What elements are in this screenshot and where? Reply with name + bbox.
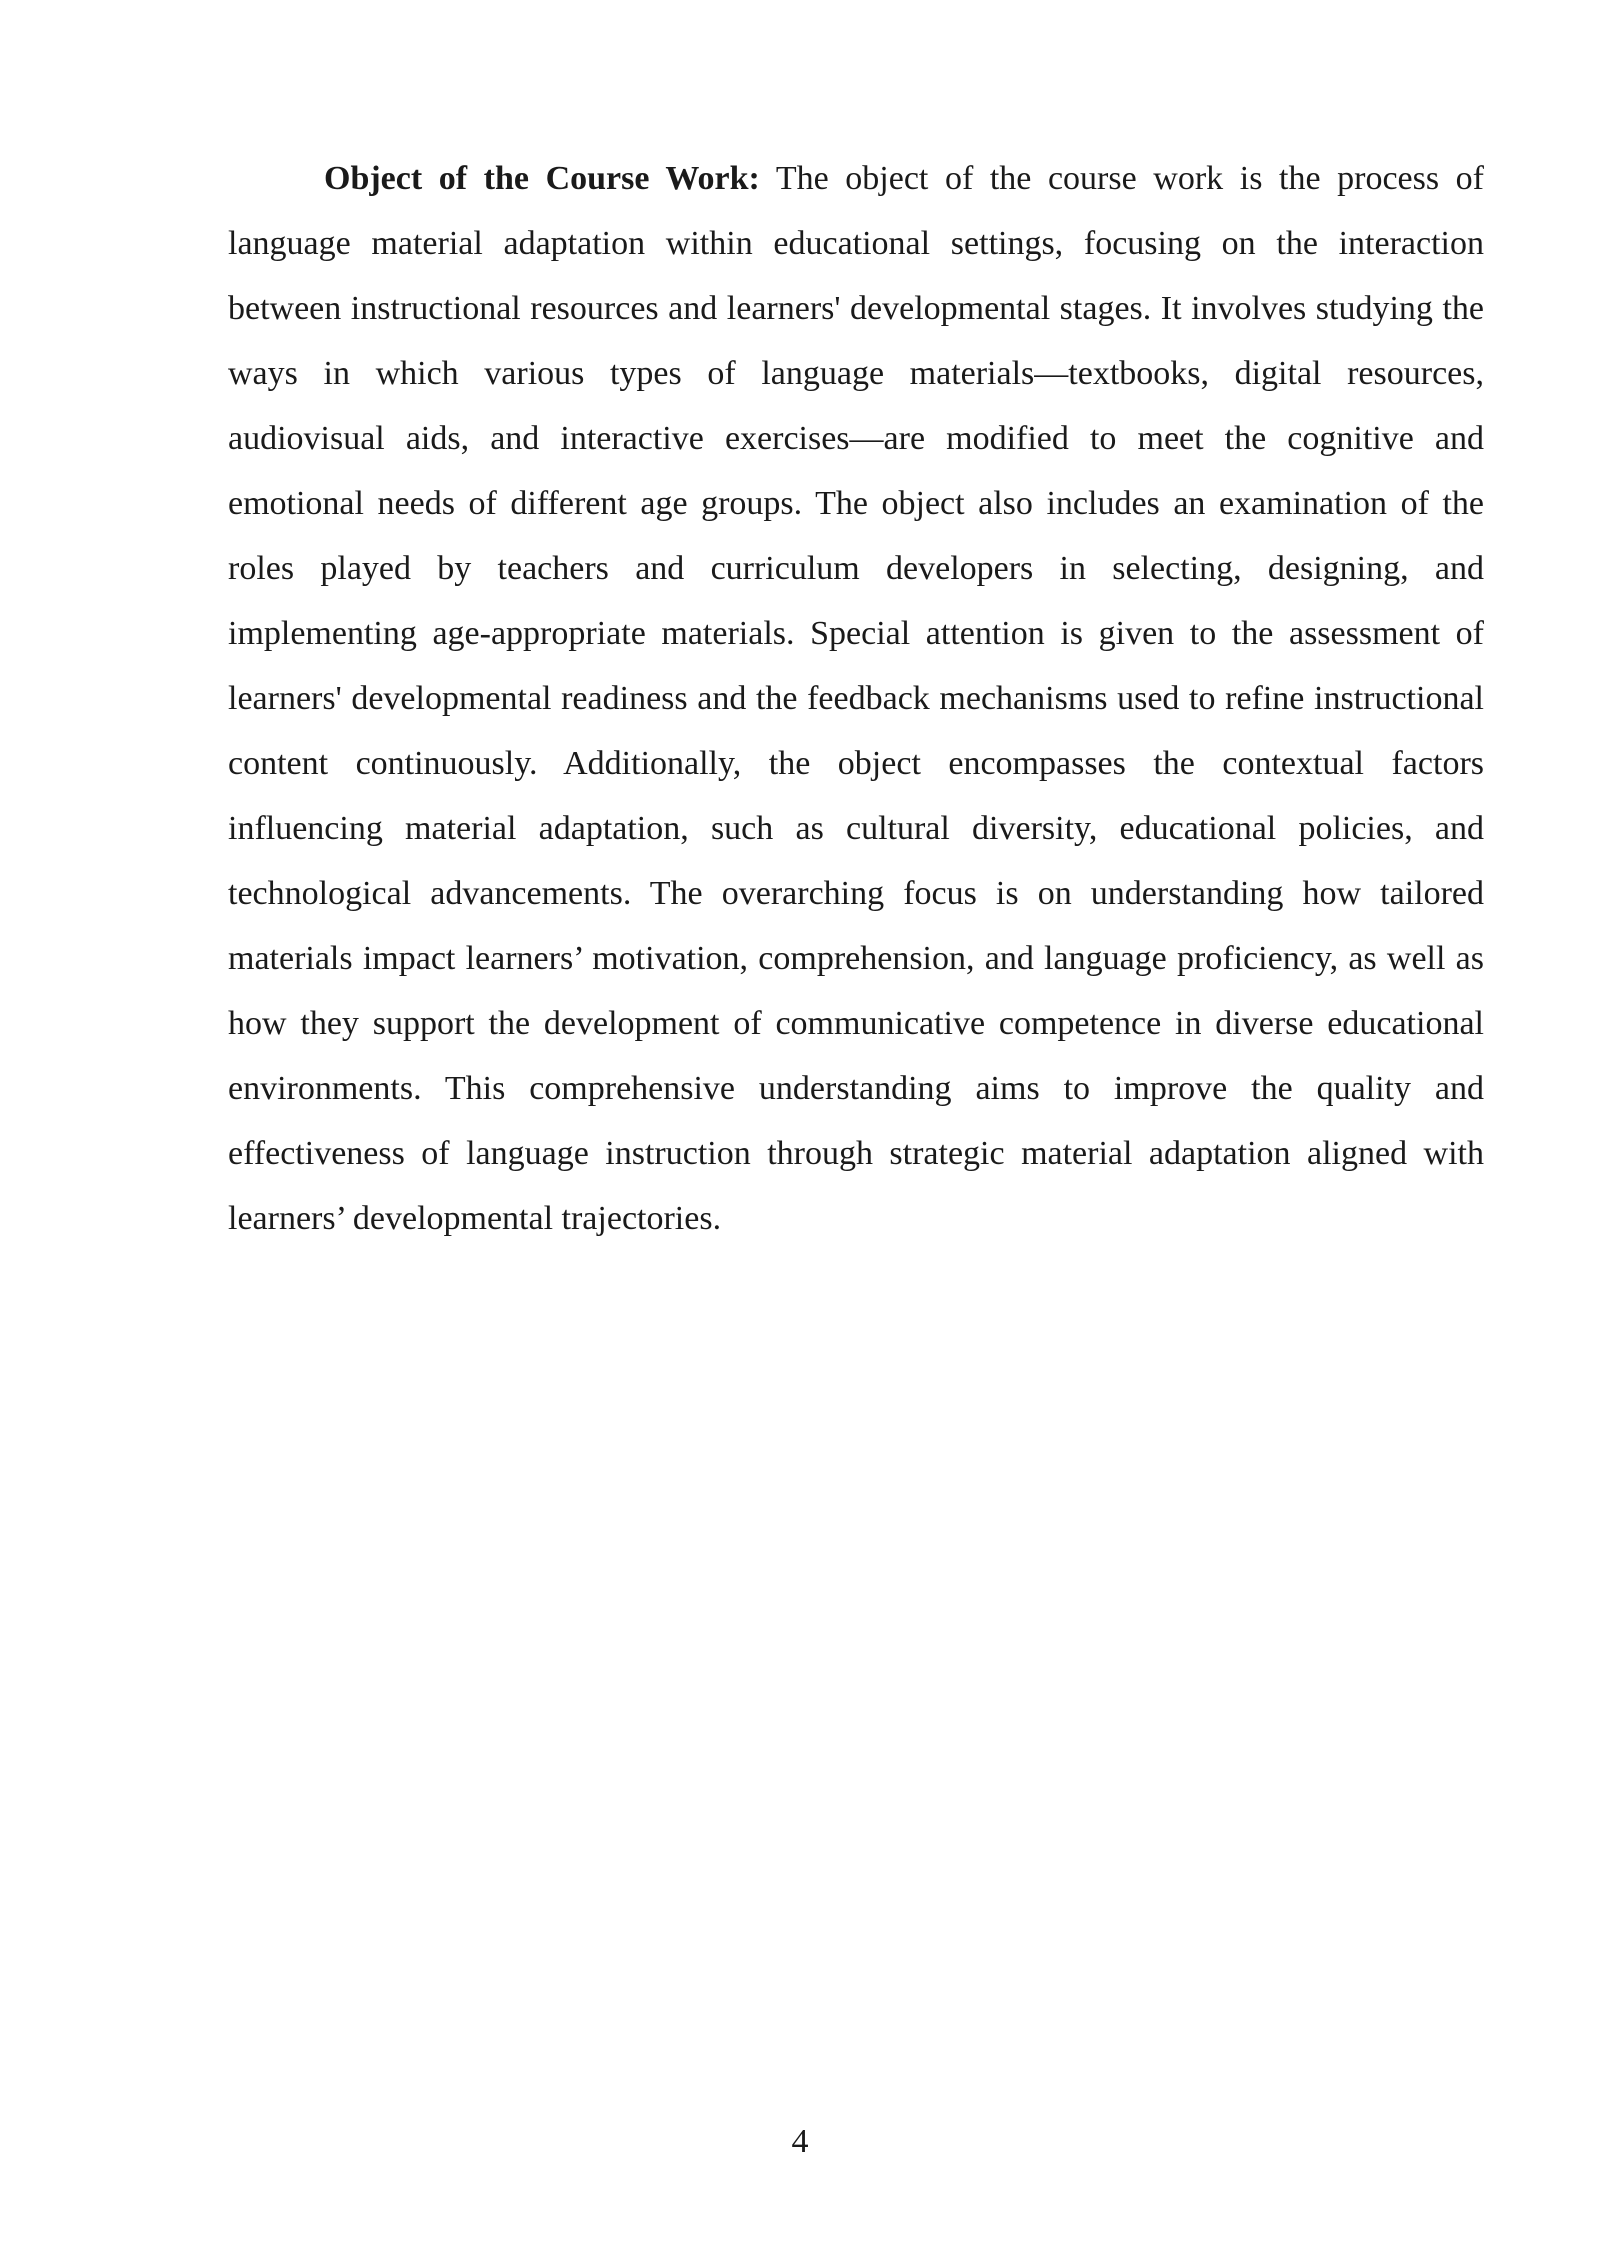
paragraph-text: The object of the course work is the process of language material adaptation within educational settings, focusing on the interaction between instructional resources and learners' developmental stages. It involves studying the ways in which various types of language materials—textbooks, digital resources, audiovisual aids, and interactive exercises—are modified to meet the cognitive and emotional needs of different age groups. The object also includes an examination of the roles played by teachers and curriculum developers in selecting, designing, and implementing age-appropriate materials. Special attention is given to the assessment of learners' developmental readiness and the feedback mechanisms used to refine instructional content continuously. Additionally, the object encompasses the contextual factors influencing material adaptation, such as cultural diversity, educational policies, and technological advancements. The overarching focus is on understanding how tailored materials impact learners’ motivation, comprehension, and language proficiency, as well as how they support the development of communicative competence in diverse educational environments. This comprehensive understanding aims to improve the quality and effectiveness of language instruction through strategic material adaptation aligned with learners’ developmental trajectories. xyxy=(228,160,1484,1237)
paragraph-lead-heading: Object of the Course Work: xyxy=(324,160,760,197)
page-number: 4 xyxy=(791,2123,809,2160)
body-paragraph xyxy=(228,146,1484,1251)
